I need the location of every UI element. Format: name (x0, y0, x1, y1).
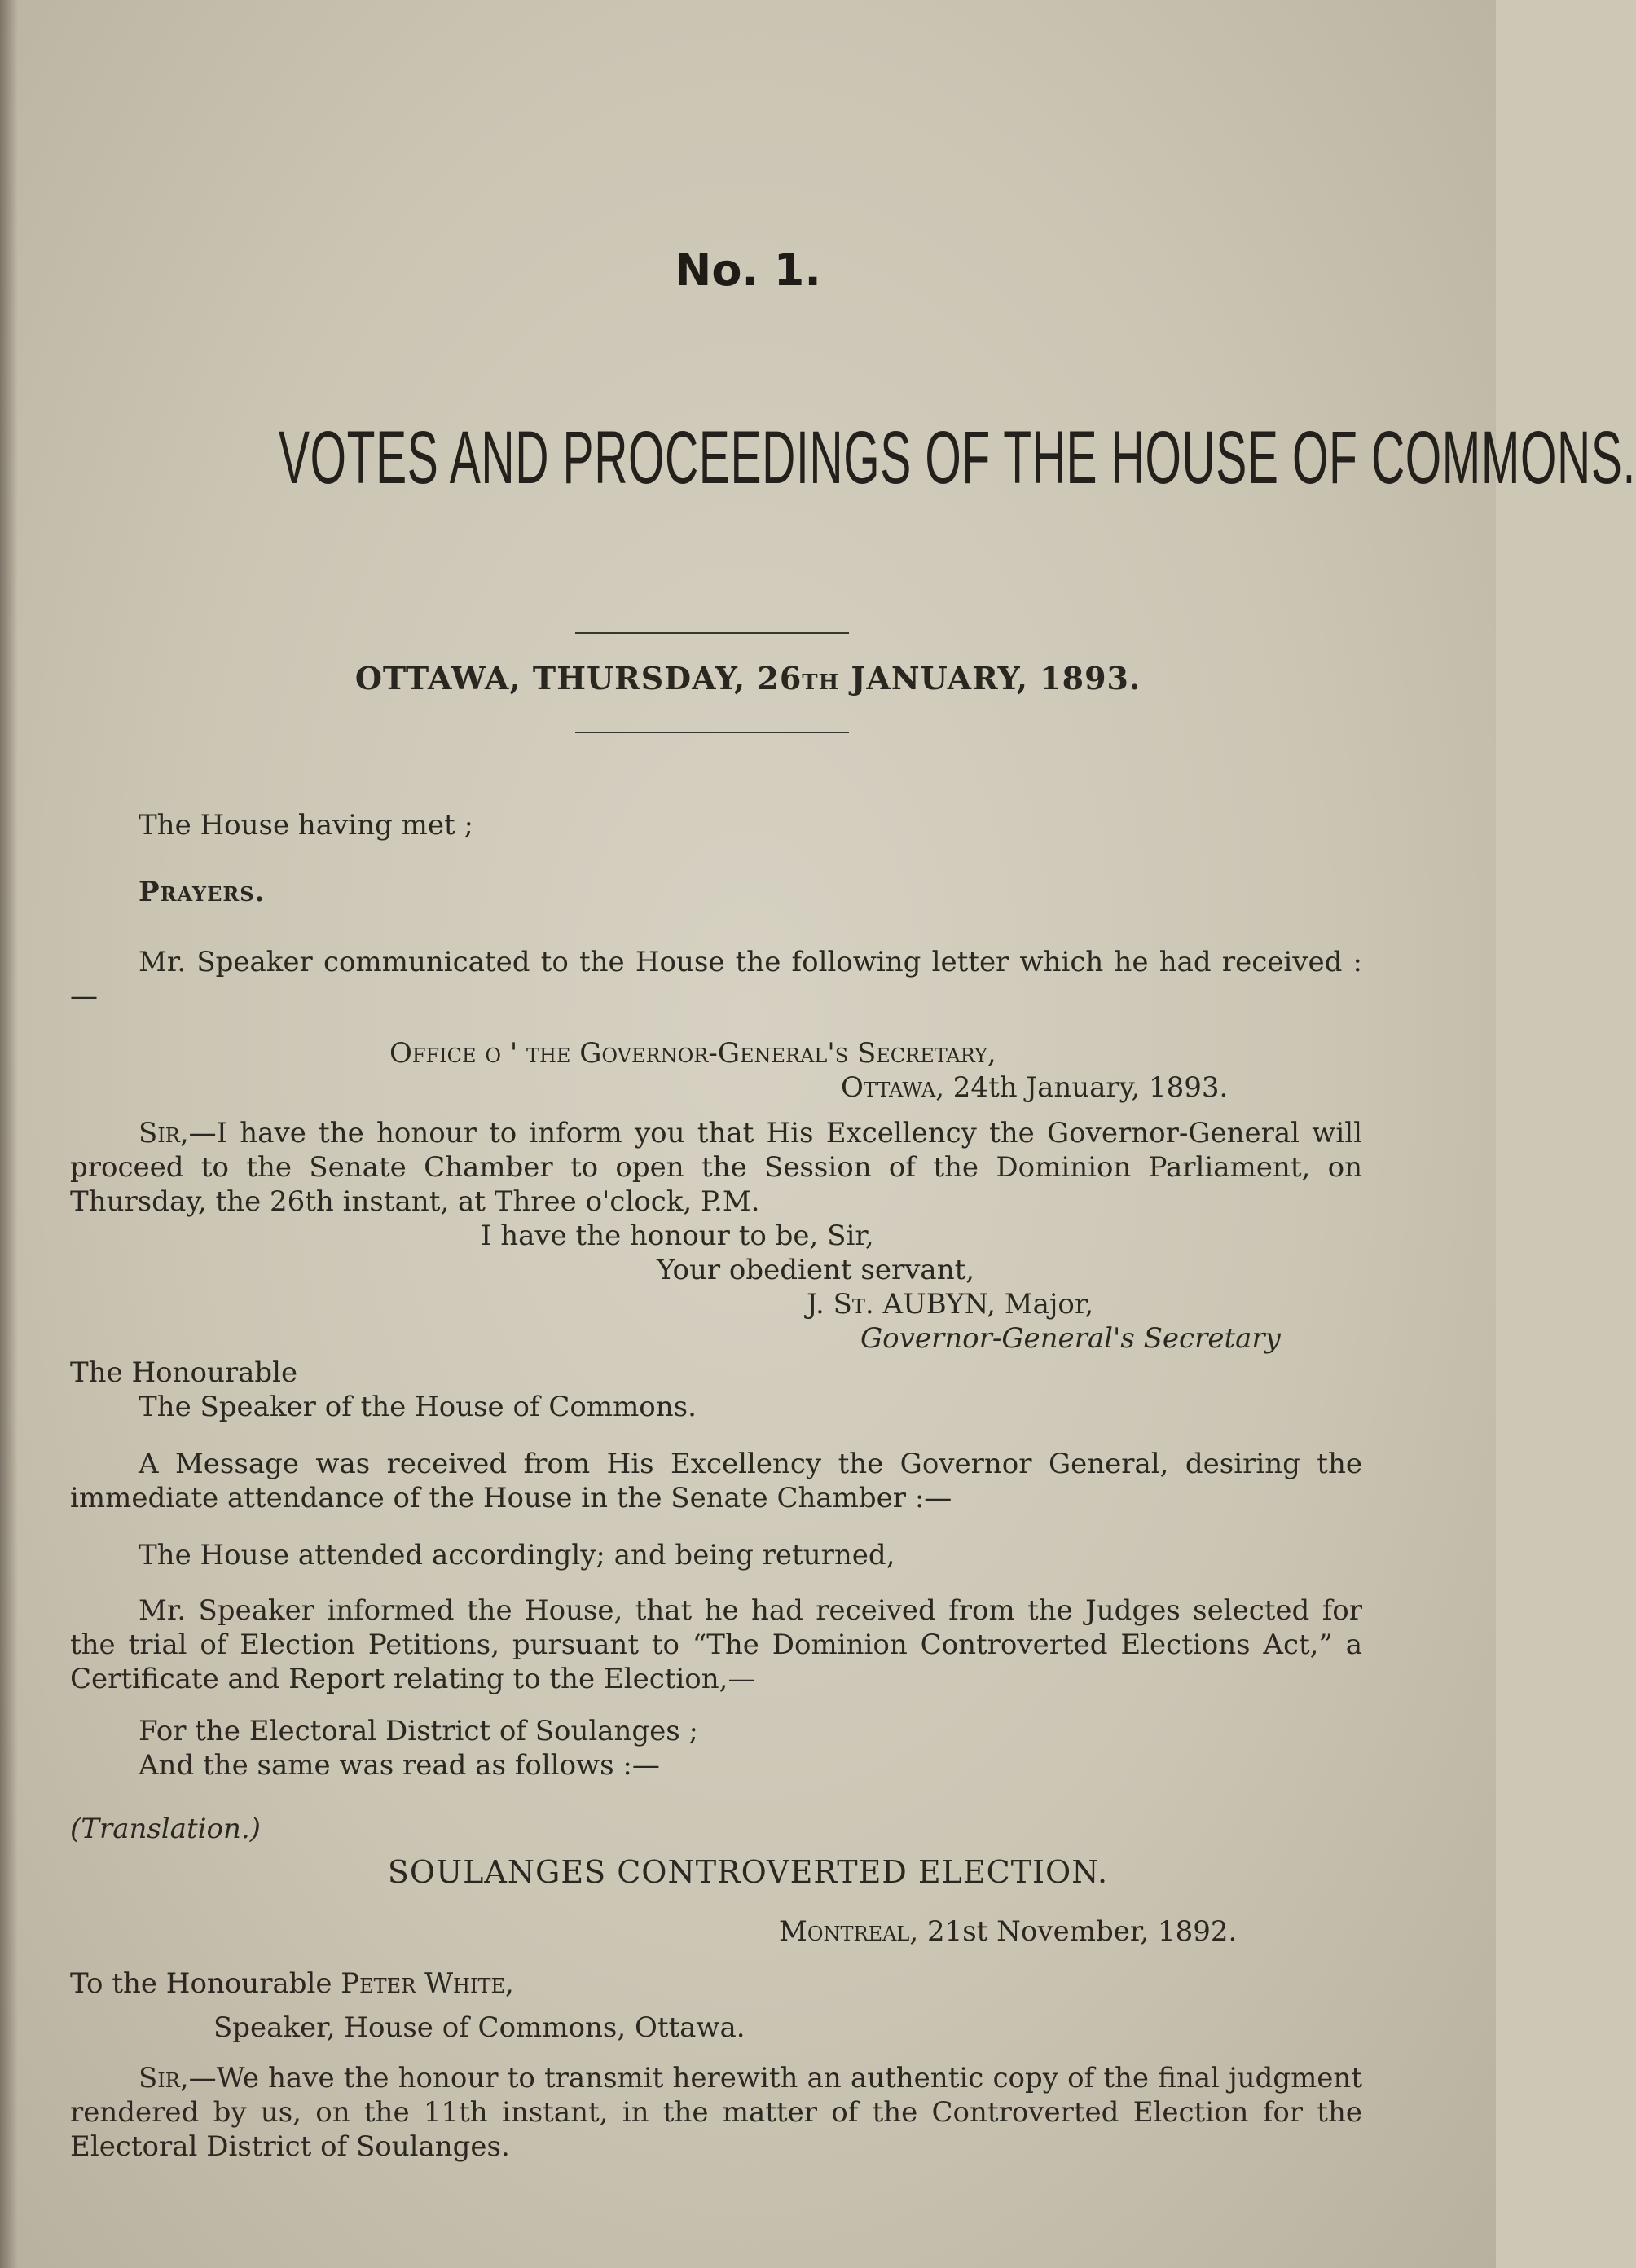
informed-paragraph: Mr. Speaker informed the House, that he had received from the Judges selected for the trial of Election Petitions, pursuant to “The Dominion Controverted Elections Act,” a Certificate and Report relating to the Election,— (70, 1594, 1362, 1695)
election-date (779, 1914, 1237, 1949)
speaker-letter-paragraph: Mr. Speaker communicated to the House the following letter which he had received :— (70, 946, 1362, 1013)
letter-salutation: Sir (139, 1117, 180, 1149)
to-name: Peter White (341, 1967, 505, 2000)
letter-signature (807, 1287, 1093, 1321)
to-honourable-line (70, 1967, 514, 2001)
final-text: ,—We have the honour to transmit herewith an authentic copy of the final judgment rendered by us, on the 11th instant, in the matter of the Controverted Election for the Electoral District of Soulanges. (70, 2062, 1362, 2163)
letter-text: ,—I have the honour to inform you that His Excellency the Governor-General will proceed to the Senate Chamber to open the Session of the Dominion Parliament, on Thursday, the 26th instant, at Three o'clock, P.M. (70, 1117, 1362, 1218)
letter-place: Ottawa (841, 1071, 936, 1104)
election-date-place: Montreal (779, 1915, 910, 1948)
dateline-part-2: JANUARY, 1893. (839, 660, 1141, 697)
letter-date: , 24th January, 1893. (935, 1071, 1229, 1104)
document-number: No. 1. (675, 244, 821, 296)
bottom-rule (575, 732, 849, 733)
page-edge-shadow (0, 0, 18, 2268)
read-line: And the same was read as follows :— (139, 1749, 660, 1782)
signature-name: AUBYN, Major, (873, 1288, 1094, 1321)
district-line: For the Electoral District of Soulanges ; (139, 1715, 698, 1747)
letter-place-date (841, 1070, 1228, 1105)
document-title: VOTES AND PROCEEDINGS OF THE HOUSE OF COMMONS. (279, 416, 1636, 499)
letter-addressee-1: The Honourable (70, 1356, 298, 1389)
final-salutation: Sir (139, 2062, 180, 2094)
top-rule (575, 632, 849, 634)
letter-body (70, 1116, 1362, 1219)
dateline-ordinal: TH (802, 670, 840, 695)
letter-closing-2: Your obedient servant, (657, 1254, 975, 1286)
dateline-part-1: OTTAWA, THURSDAY, 26 (354, 660, 803, 697)
signature-st: St. (833, 1288, 874, 1321)
signature-initial: J. (807, 1288, 833, 1321)
to-suffix: , (504, 1967, 514, 2000)
message-paragraph: A Message was received from His Excellency the Governor General, desiring the immediate attendance of the House in the Senate Chamber :— (70, 1448, 1362, 1514)
prayers-heading: Prayers. (139, 876, 266, 908)
letter-addressee-2: The Speaker of the House of Commons. (139, 1391, 697, 1423)
attended-line: The House attended accordingly; and being returned, (139, 1539, 895, 1571)
to-speaker-line: Speaker, House of Commons, Ottawa. (213, 2011, 745, 2044)
translation-label: (Translation.) (70, 1813, 261, 1845)
final-paragraph (70, 2061, 1362, 2164)
house-met-line: The House having met ; (139, 809, 473, 842)
letter-signature-title: Governor-General's Secretary (860, 1322, 1281, 1355)
to-prefix: To the Honourable (70, 1967, 341, 2000)
dateline (0, 660, 1496, 697)
election-date-rest: , 21st November, 1892. (909, 1915, 1238, 1948)
election-title: SOULANGES CONTROVERTED ELECTION. (387, 1854, 1109, 1890)
letter-office: Office o ' the Governor-General's Secretary, (389, 1037, 996, 1070)
letter-closing-1: I have the honour to be, Sir, (481, 1220, 874, 1252)
